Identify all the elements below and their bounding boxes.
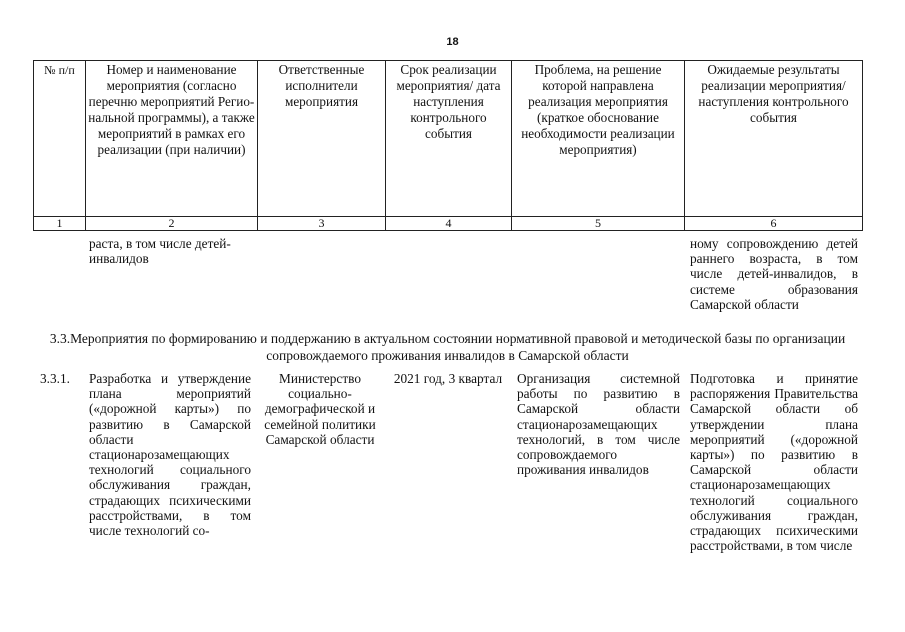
continuation-name: раста, в том числе детей-инвалидов [89,236,231,267]
column-number: 1 [34,217,86,231]
row-name: Разработка и утверждение плана мероприятий («дорожной карты») по развитию в Самарской области стационарозамещающих технологий социального обслуживания граждан, страдающих психическими расстройствами, в том числе технологий со- [89,371,251,539]
header-col-5: Проблема, на решение которой направлена реализация мероприятия (краткое обоснование необходимости реализации мероприятия) [512,61,685,217]
header-col-2: Номер и наименование мероприятия (согласно перечню мероприятий Регио-нальной программы), а также мероприятий в рамках его реализации (при наличии) [86,61,258,217]
header-col-3: Ответственные исполнители мероприятия [258,61,386,217]
row-responsible: Министерство социально-демографической и семейной политики Самарской области [264,371,376,447]
header-col-1: № п/п [34,61,86,217]
column-number: 6 [685,217,863,231]
section-title: 3.3.Мероприятия по формированию и поддержанию в актуальном состоянии нормативной правовой и методической базы по организации сопровождаемого проживания инвалидов в Самарской области [49,331,846,363]
header-col-6: Ожидаемые результаты реализации мероприятия/ наступления контрольного события [685,61,863,217]
row-problem: Организация системной работы по развитию в Самарской области стационарозамещающих технологий, в том числе сопровождаемого проживания инвалидов [517,371,680,478]
row-number: 3.3.1. [40,371,70,386]
column-number: 3 [258,217,386,231]
column-number: 2 [86,217,258,231]
column-number: 5 [512,217,685,231]
column-number: 4 [386,217,512,231]
table-header [33,60,863,231]
page-number: 18 [446,36,459,48]
header-col-4: Срок реализации мероприятия/ дата наступления контрольного события [386,61,512,217]
continuation-result: ному сопровождению детей раннего возраста, в том числе детей-инвалидов, в системе образования Самарской области [690,236,858,312]
row-result: Подготовка и принятие распоряжения Правительства Самарской области об утверждении плана мероприятий («дорожной карты») по развитию в Самарской области стационарозамещающих технологий социального обслуживания граждан, страдающих психическими расстройствами, в том числе [690,371,858,554]
row-term: 2021 год, 3 квартал [393,371,503,386]
